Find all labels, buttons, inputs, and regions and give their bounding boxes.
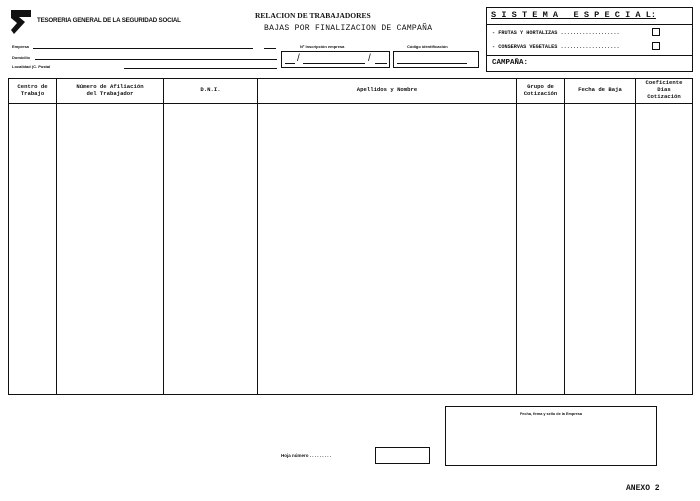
signature-box[interactable] [445,406,657,466]
sistema-title: S I S T E M A E S P E C I A L: [491,10,657,20]
frutas-checkbox[interactable] [652,28,660,36]
col-centro-trabajo: Centro de Trabajo [17,83,48,97]
col-grupo-cotizacion: Grupo de Cotización [523,83,558,97]
campana-label: CAMPAÑA: [492,59,529,67]
option-frutas: - FRUTAS Y HORTALIZAS ................... [492,30,620,36]
empresa-line[interactable] [33,48,253,49]
localidad-line[interactable] [124,68,277,69]
workers-table [8,78,693,395]
domicilio-line[interactable] [35,59,277,60]
col-dni: D.N.I. [200,86,221,93]
empresa-label: Empresa [12,44,29,49]
col-coeficiente-dias: Coeficiente Días Cotización [645,79,683,100]
col-numero-afiliacion: Número de Afiliación del Trabajador [76,83,144,97]
signature-label: Fecha, firma y sello de la Empresa [519,412,583,416]
hoja-number-box[interactable] [375,447,430,464]
domicilio-label: Domicilio [12,55,31,60]
codigo-label: Código identificación [407,44,448,49]
codigo-box[interactable] [393,51,479,68]
form-title: RELACION DE TRABAJADORES [255,11,371,20]
form-subtitle: BAJAS POR FINALIZACION DE CAMPAÑA [264,24,433,33]
empresa-line-end [264,48,276,49]
agency-name: TESORERIA GENERAL DE LA SEGURIDAD SOCIAL [37,17,181,24]
tgss-logo-icon [11,10,33,34]
hoja-label: Hoja número . . . . . . . . . [281,453,332,458]
date-separator-1: / [297,53,300,64]
inscripcion-label: Nº Inscripción empresa [300,44,345,49]
localidad-label: Localidad (C. Postal [12,64,51,69]
inscripcion-box[interactable] [281,51,390,68]
conservas-checkbox[interactable] [652,42,660,50]
col-apellidos-nombre: Apellidos y Nombre [356,86,418,93]
date-separator-2: / [368,53,371,64]
col-fecha-baja: Fecha de Baja [578,86,622,93]
anexo-label: ANEXO 2 [626,484,660,493]
sistema-especial-box [486,7,693,72]
tgss-logo [11,10,33,34]
option-conservas: - CONSERVAS VEGETALES ................... [492,44,620,50]
